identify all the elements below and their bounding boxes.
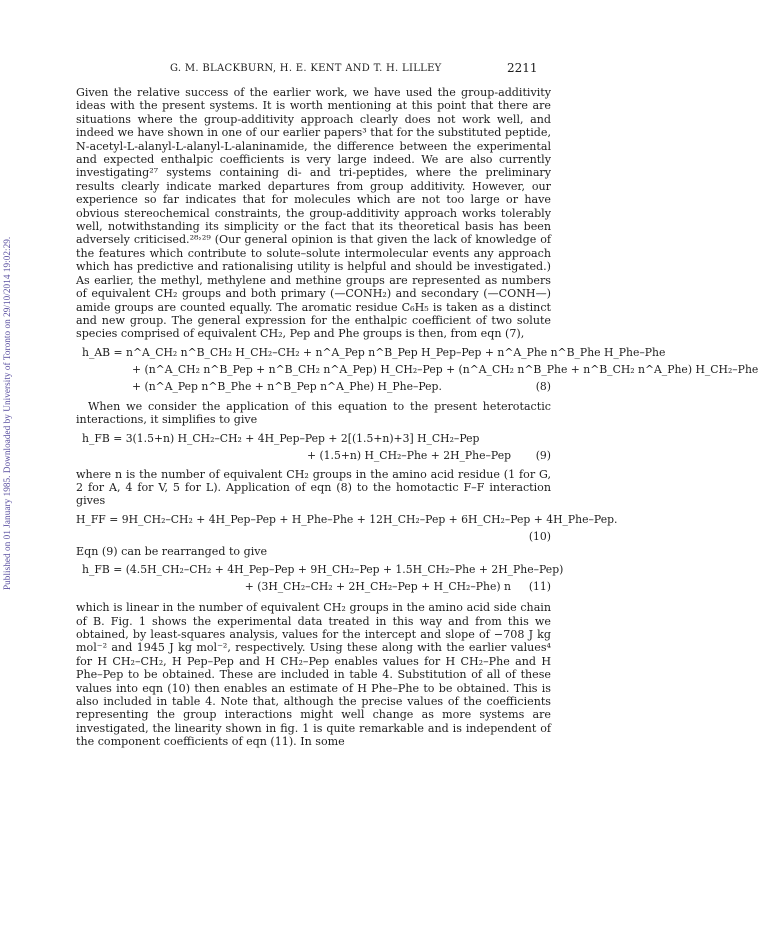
equation-10-line-1: H_FF = 9H_CH₂–CH₂ + 4H_Pep–Pep + H_Phe–Phe + 12H_CH₂–Pep + 6H_CH₂–Pep + 4H_Phe–Pep.: [76, 512, 618, 526]
paragraph-2: When we consider the application of this equation to the present heterotactic interactions, it simplifies to give: [76, 399, 551, 427]
equation-9-number: (9): [535, 448, 551, 462]
download-notice: Published on 01 January 1985. Downloaded by University of Toronto on 29/10/2014 19:02:29.: [2, 236, 12, 590]
equation-8-line-2: + (n^A_CH₂ n^B_Pep + n^B_CH₂ n^A_Pep) H_CH₂–Pep + (n^A_CH₂ n^B_Phe + n^B_CH₂ n^A_Phe) H_CH₂–Phe: [132, 362, 758, 376]
equation-11-line-1: h_FB = (4.5H_CH₂–CH₂ + 4H_Pep–Pep + 9H_CH₂–Pep + 1.5H_CH₂–Phe + 2H_Phe–Pep): [82, 563, 564, 577]
equation-8-line-1: h_AB = n^A_CH₂ n^B_CH₂ H_CH₂–CH₂ + n^A_Pep n^B_Pep H_Pep–Pep + n^A_Phe n^B_Phe H_Phe–Phe: [82, 345, 666, 359]
equation-8: [76, 344, 758, 395]
equation-8-line-3: [76, 378, 551, 395]
equation-11: [76, 561, 564, 595]
equation-10-number-line: [76, 528, 551, 543]
equation-9-line-2-text: + (1.5+n) H_CH₂–Phe + 2H_Phe–Pep: [306, 448, 511, 462]
paragraph-5: which is linear in the number of equivalent CH₂ groups in the amino acid side chain of B. Fig. 1 shows the experimental data treated in this way and from this we obtained, by least-squares analysis, values for the intercept and slope of −708 J kg mol⁻² and 1945 J kg mol⁻², respectively. Using these along with the earlier values⁴ for H CH₂–CH₂, H Pep–Pep and H CH₂–Pep enables values for H CH₂–Phe and H Phe–Pep to be obtained. These are included in table 4. Substitution of all of these values into eqn (10) then enables an estimate of H Phe–Phe to be obtained. This is also included in table 4. Note that, although the precise values of the coefficients representing the group interactions might well change as more systems are investigated, the linearity shown in fig. 1 is quite remarkable and is independent of the component coefficients of eqn (11). In some: [76, 601, 551, 749]
equation-11-number: (11): [528, 580, 551, 594]
equation-11-line-2: [76, 578, 551, 595]
page-number: 2211: [507, 61, 538, 75]
equation-10-number: (10): [528, 529, 551, 543]
header-authors: G. M. BLACKBURN, H. E. KENT AND T. H. LILLEY: [170, 63, 442, 74]
article-body: [76, 86, 758, 749]
equation-8-line-3-text: + (n^A_Pep n^B_Phe + n^B_Pep n^A_Phe) H_Phe–Pep.: [132, 379, 442, 393]
equation-10: [76, 511, 618, 543]
equation-9-line-2: [76, 447, 551, 464]
equation-11-line-2-text: + (3H_CH₂–CH₂ + 2H_CH₂–Pep + H_CH₂–Phe) n: [244, 580, 511, 594]
equation-9: [76, 430, 551, 464]
equation-9-line-1: h_FB = 3(1.5+n) H_CH₂–CH₂ + 4H_Pep–Pep + 2[(1.5+n)+3] H_CH₂–Pep: [82, 431, 480, 445]
paragraph-1: Given the relative success of the earlier work, we have used the group-additivity ideas with the present systems. It is worth mentioning at this point that there are situations where the group-additivity approach clearly does not work well, and indeed we have shown in one of our earlier papers³ that for the substituted peptide, N-acetyl-L-alanyl-L-alanyl-L-alaninamide, the difference between the experimental and expected enthalpic coefficients is very large indeed. We are also currently investigating²⁷ systems containing di- and tri-peptides, where the preliminary results clearly indicate marked departures from group additivity. However, our experience so far indicates that for molecules which are not too large or have obvious stereochemical constraints, the group-additivity approach works tolerably well, notwithstanding its simplicity or the fact that its theoretical basis has been adversely criticised.²⁸˒²⁹ (Our general opinion is that given the lack of knowledge of the features which contribute to solute–solute intermolecular events any approach which has predictive and rationalising utility is helpful and should be investigated.) As earlier, the methyl, methylene and methine groups are represented as numbers of equivalent CH₂ groups and both primary (—CONH₂) and secondary (—CONH—) amide groups are counted equally. The aromatic residue C₆H₅ is taken as a distinct and new group. The general expression for the enthalpic coefficient of two solute species comprised of equivalent CH₂, Pep and Phe groups is then, from eqn (7),: [76, 86, 551, 341]
paragraph-3: where n is the number of equivalent CH₂ groups in the amino acid residue (1 for G, 2 for A, 4 for V, 5 for L). Application of eqn (8) to the homotactic F–F interaction gives: [76, 467, 551, 508]
equation-8-number: (8): [535, 379, 551, 393]
paragraph-4: Eqn (9) can be rearranged to give: [76, 544, 268, 558]
